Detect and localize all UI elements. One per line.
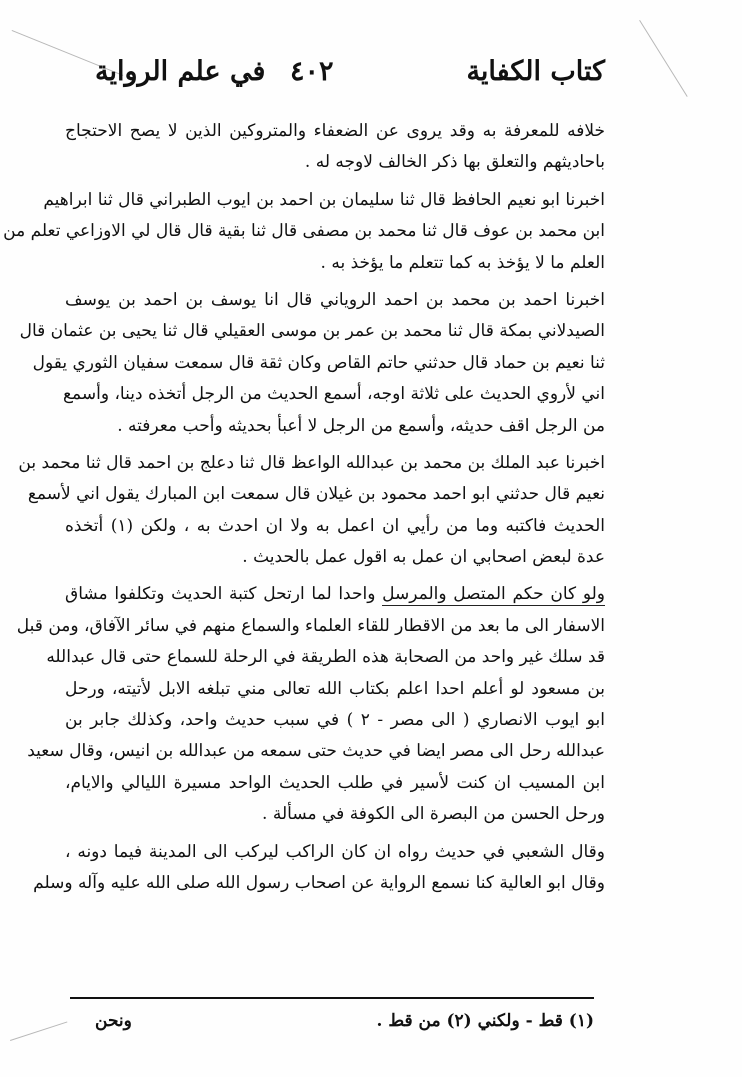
- text-line: العلم ما لا يؤخذ به كما تتعلم ما يؤخذ به .: [320, 252, 605, 273]
- catchword: ونحن: [95, 1011, 132, 1031]
- text-line: وقال ابو العالية كنا نسمع الرواية عن اصحاب رسول الله صلى الله عليه وآله وسلم: [33, 872, 605, 893]
- page-number: ٤٠٢: [290, 56, 334, 87]
- text-line-underlined: [65, 579, 605, 610]
- text-line: ثنا نعيم بن حماد قال حدثني حاتم القاص وكان ثقة قال سمعت سفيان الثوري يقول: [32, 352, 605, 373]
- text-line: خلافه للمعرفة به وقد يروى عن الضعفاء والمتروكين الذين لا يصح الاحتجاج: [65, 121, 605, 141]
- text-line: عبدالله رحل الى مصر ايضا في حديث حتى سمعه من عبدالله بن انيس، وقال سعيد: [27, 741, 605, 762]
- underlined-phrase: ولو كان حكم المتصل والمرسل: [382, 584, 606, 605]
- text-line: ورحل الحسن من البصرة الى الكوفة في مسألة .: [262, 804, 605, 825]
- text-line: باحاديثهم والتعلق بها ذكر الخالف لاوجه له .: [304, 152, 605, 173]
- text-line: اخبرنا عبد الملك بن محمد بن عبدالله الواعظ قال ثنا دعلج بن احمد قال ثنا محمد بن: [18, 452, 605, 473]
- text-line: بن مسعود لو أعلم احدا اعلم بكتاب الله تعالى مني تبلغه الابل لأتيته، ورحل: [65, 678, 605, 699]
- text-line: ابن المسيب ان كنت لأسير في طلب الحديث الواحد مسيرة الليالي والايام،: [65, 772, 605, 793]
- text-line: اخبرنا ابو نعيم الحافظ قال ثنا سليمان بن احمد بن ايوب الطبراني قال ثنا ابراهيم: [43, 189, 605, 210]
- section-title: في علم الرواية: [95, 56, 266, 87]
- text-line: من الرجل اقف حديثه، وأسمع من الرجل لا أعبأ بحديثه وأحب معرفته .: [117, 415, 605, 436]
- underlined-line-rest: واحدا لما ارتحل كتبة الحديث وتكلفوا مشاق: [65, 584, 383, 605]
- text-line: ابو ايوب الانصاري ( الى مصر - ٢ ) في سبب حديث واحد، وكذلك جابر بن: [65, 710, 605, 731]
- footnote: (١) قط - ولكني (٢) من قط .: [376, 1011, 594, 1031]
- scan-artifact-line: [10, 1021, 67, 1040]
- text-line: ابن محمد بن عوف قال ثنا محمد بن مصفى قال ثنا بقية قال قال لي الاوزاعي تعلم من: [3, 221, 605, 242]
- book-title: كتاب الكفاية: [466, 56, 605, 87]
- text-line: الحديث فاكتبه وما من رأيي ان اعمل به ولا ان احدث به ، ولكن (١) أتخذه: [65, 515, 605, 536]
- footnote-divider: [70, 997, 594, 999]
- text-line: عدة لبعض اصحابي ان عمل به اقول عمل بالحديث .: [242, 547, 605, 568]
- page-header: [95, 56, 605, 96]
- text-line: اني لأروي الحديث على ثلاثة اوجه، أسمع الحديث من الرجل أتخذه دينا، وأسمع: [62, 384, 605, 405]
- text-line: نعيم قال حدثني ابو احمد محمود بن غيلان قال سمعت ابن المبارك يقول اني لأسمع: [27, 484, 605, 505]
- text-line: الصيدلاني بمكة قال ثنا محمد بن عمر بن موسى العقيلي قال ثنا يحيى بن عثمان قال: [19, 321, 605, 342]
- main-text: [3, 116, 606, 899]
- scan-artifact-line: [639, 20, 688, 97]
- text-line: وقال الشعبي في حديث رواه ان كان الراكب ليركب الى المدينة فيما دونه ،: [65, 841, 605, 862]
- text-line: اخبرنا احمد بن محمد بن احمد الروياني قال انا يوسف بن احمد بن يوسف: [65, 289, 605, 310]
- text-line: الاسفار الى ما بعد من الاقطار للقاء العلماء والسماع منهم في سائر الآفاق، ومن قبل: [16, 615, 605, 636]
- text-line: قد سلك غير واحد من الصحابة هذه الطريقة في الرحلة للسماع حتى قال عبدالله: [46, 647, 605, 668]
